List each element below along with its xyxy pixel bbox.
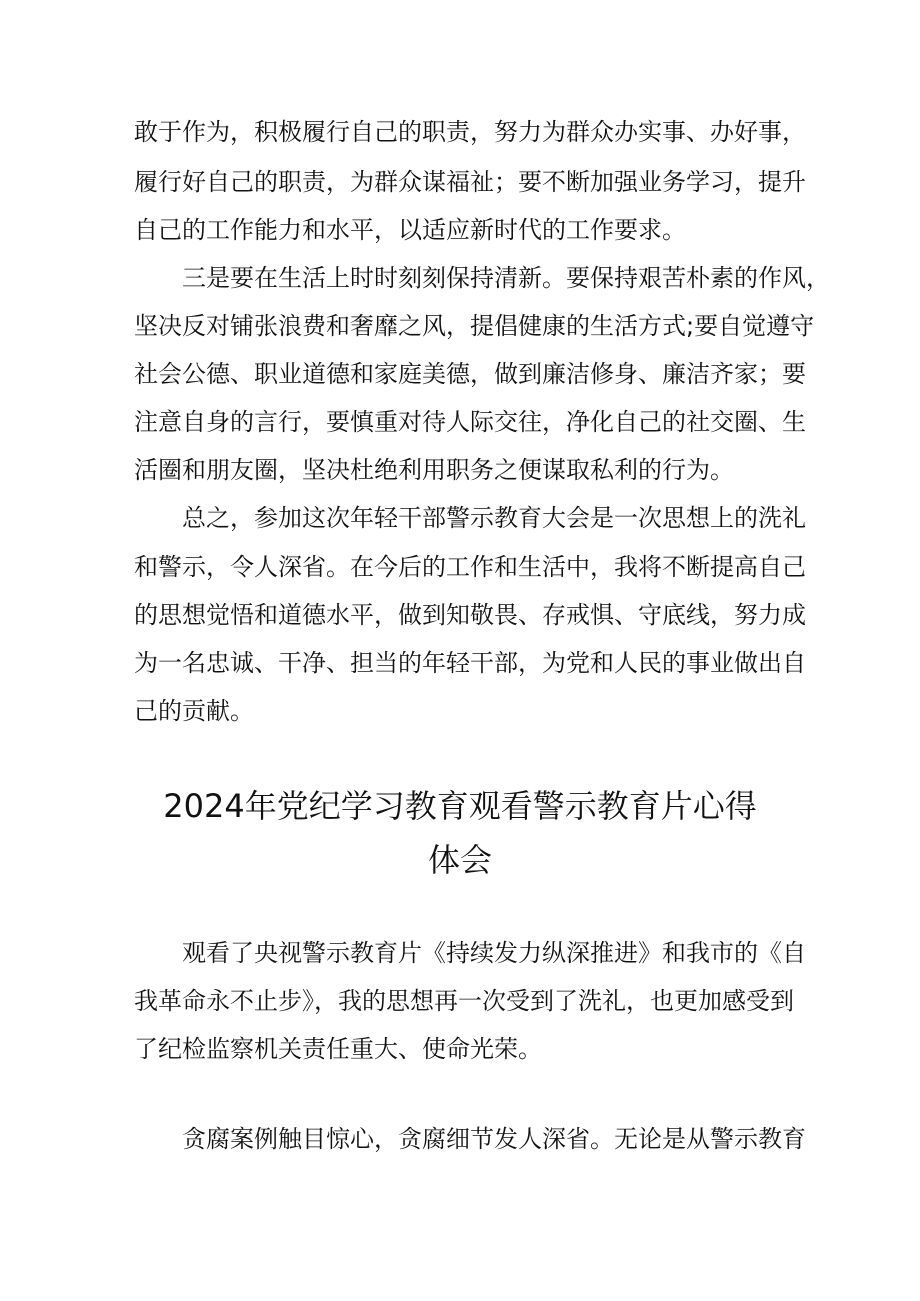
title-line: 体会 [427,841,492,879]
paragraph-line: 敢于作为，积极履行自己的职责，努力为群众办实事、办好事， [134,118,806,146]
paragraph-line: 为一名忠诚、干净、担当的年轻干部，为党和人民的事业做出自 [134,649,806,677]
paragraph-line: 自己的工作能力和水平，以适应新时代的工作要求。 [134,216,686,244]
paragraph-line: 和警示，令人深省。在今后的工作和生活中，我将不断提高自己 [134,553,806,581]
title-line: 2024年党纪学习教育观看警示教育片心得 [163,787,757,825]
paragraph-line: 观看了央视警示教育片《持续发力纵深推进》和我市的《自 [182,939,806,967]
paragraph-line: 坚决反对铺张浪费和奢靡之风，提倡健康的生活方式;要自觉遵守 [134,312,815,340]
paragraph-line: 三是要在生活上时时刻刻保持清新。要保持艰苦朴素的作风， [182,264,830,292]
paragraph-line: 总之，参加这次年轻干部警示教育大会是一次思想上的洗礼 [182,504,806,532]
paragraph-line: 贪腐案例触目惊心，贪腐细节发人深省。无论是从警示教育 [182,1125,806,1153]
paragraph-line: 的思想觉悟和道德水平，做到知敬畏、存戒惧、守底线，努力成 [134,601,806,629]
paragraph-line: 活圈和朋友圈，坚决杜绝利用职务之便谋取私利的行为。 [134,456,734,484]
paragraph-line: 己的贡献。 [134,697,254,725]
paragraph-line: 社会公德、职业道德和家庭美德，做到廉洁修身、廉洁齐家；要 [134,360,806,388]
paragraph-line: 履行好自己的职责，为群众谋福祉；要不断加强业务学习，提升 [134,168,806,196]
paragraph-line: 注意自身的言行，要慎重对待人际交往，净化自己的社交圈、生 [134,408,806,436]
paragraph-line: 我革命永不止步》，我的思想再一次受到了洗礼，也更加感受到 [134,987,794,1015]
paragraph-line: 了纪检监察机关责任重大、使命光荣。 [134,1035,542,1063]
